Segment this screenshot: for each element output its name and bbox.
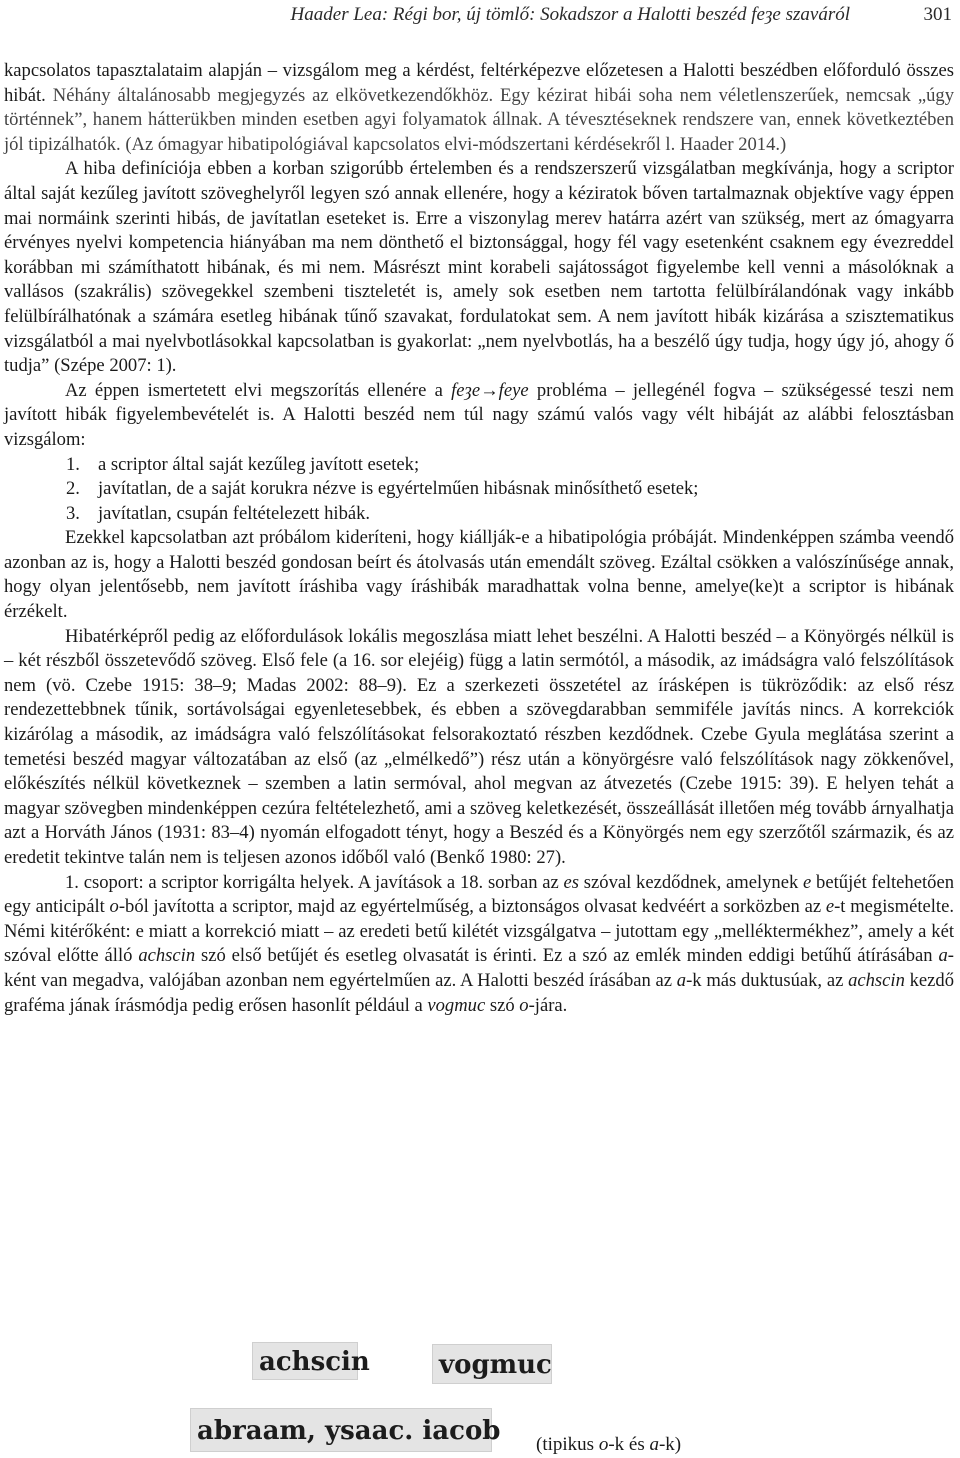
paragraph-group-1 bbox=[4, 871, 954, 1019]
italic-word: vogmuc bbox=[427, 994, 486, 1016]
italic-letter: e bbox=[825, 896, 835, 918]
text-run: szó bbox=[485, 994, 520, 1016]
text-run: -ból javította a scriptor, majd az egyértelműség, a biztonságos olvasat kedvéért a sorközben az bbox=[118, 896, 826, 918]
caption-text: (tipikus bbox=[536, 1434, 599, 1455]
italic-letter: o bbox=[519, 994, 529, 1016]
paragraph-error-map: Hibatérképről pedig az előfordulások lokális megoszlása miatt lehet beszélni. A Halotti beszéd – a Könyörgés nélkül is – két részből összetevődő szöveg. Első fele (a 16. sor elejéig) függ a latin sermótól, a második, az imádságra való felszólítások nem (vö. Czebe 1915: 38–9; Madas 2002: 88–9). Ez a szerkezeti összetétel az írásképen is tükröződik: az első rész rendezettebbnek tűnik, sortávolságai egyenletesebbek, és ebben a szövegdarabban semmiféle javítás nincs. A korrekciók kizárólag a második, az imádságra való felszólításokat felsorakoztató részben kezdődnek. Czebe Gyula meglátása szerint a temetési beszéd magyar változatában az első (az „elmélkedő”) rész után a könyörgésre való felszólítások nagy zökkenővel, előkészítés nélkül következnek – szemben a latin sermóval, ahol megvan az átvezetés (Czebe 1915: 39). E helyen tehát a magyar szövegben mindenképpen cezúra feltételezhető, ami a szöveg keletkezését, összeállását illetően még tovább árnyalhatja azt a Horváth János (1931: 83–4) nyomán elfogadott tényt, hogy a Beszéd és a Könyörgés nem egy szerzőtől származik, és az eredetit tekintve talán nem is teljesen azonos időből való (Benkő 1980: 27). bbox=[4, 625, 954, 868]
figure-caption bbox=[536, 1434, 681, 1456]
italic-letter: o bbox=[109, 896, 119, 918]
manuscript-image-achscin bbox=[252, 1342, 370, 1380]
caption-letter: a bbox=[649, 1434, 659, 1455]
list-text: javítatlan, de a saját korukra nézve is egyértelműen hibásnak minősíthető esetek; bbox=[98, 478, 699, 500]
list-text: javítatlan, csupán feltételezett hibák. bbox=[98, 502, 371, 524]
italic-word: es bbox=[563, 871, 580, 893]
text-run: -jára. bbox=[528, 994, 568, 1016]
italic-word: achscin bbox=[138, 945, 196, 967]
manuscript-word-text: abraam, ysaac. iacob bbox=[197, 1416, 501, 1446]
list-item bbox=[4, 453, 954, 478]
text-run: szóval kezdődnek, amelynek bbox=[579, 871, 804, 893]
italic-letter: a bbox=[676, 969, 687, 991]
list-number: 3. bbox=[66, 502, 80, 524]
caption-text: -k) bbox=[658, 1434, 682, 1455]
paragraph-definition: A hiba definíciója ebben a korban szigorúbb értelemben és a rendszerszerű vizsgálatban megkívánja, hogy a scriptor által saját kezűleg javított szöveghelyről legyen szó annak ellenére, hogy a kéziratok bőven tartalmaznak objektíve vagy éppen mai normáink szerinti hibás, de javítatlan eseteket is. Erre a viszonylag merev határra azért van szükség, mert az ómagyarra érvényes nyelvi kompetencia hiányában ma nem dönthető el biztonsággal, hogy fél vagy esetenként csaknem egy évezreddel korábban mi számíthatott hibának, és mi nem. Másrészt mint korabeli sajátosságot figyelembe kell venni a másolóknak a vallásos (szakrális) szövegekkel szembeni tiszteletét is, amely sok esetben nem tartotta felülbírálandónak vagy inkább felülbírálhatónak a számára esetleg hibának tűnő szavakat, fordulatokat sem. A nem javított hibák kizárása a szisztematikus vizsgálatból a mai nyelvbotlásokkal kapcsolatban is gyakorlat: „nem nyelvbotlás, ha a beszélő úgy tudja, hogy úgy jó, ahogy ő tudja” (Szépe 2007: 1). bbox=[4, 158, 954, 377]
list-number: 2. bbox=[66, 478, 80, 500]
caption-text: -k és bbox=[608, 1434, 650, 1455]
intro-remarks: Néhány általánosabb megjegyzés az elkövetkezendőkhöz. Egy kézirat hibái soha nem véletlenszerűek, nemcsak „úgy történnek”, hanem hátterükben minden esetben agyi folyamatok állnak. A tévesztéseknek rendszere van, ennek következtében jól tipizálhatók. (Az ómagyar hibatipológiával kapcsolatos elvi-módszertani kérdésekről l. Haader 2014.) bbox=[4, 84, 954, 155]
paragraph-intro bbox=[4, 59, 954, 157]
manuscript-word-text: vogmuc bbox=[439, 1350, 552, 1380]
text-run: -ként van megadva, valójában azonban nem egyértelműen az. A Halotti beszéd írásában az bbox=[4, 945, 954, 991]
error-category-list bbox=[4, 453, 954, 527]
manuscript-word-text: achscin bbox=[259, 1347, 370, 1377]
intro-sentence: kapcsolatos tapasztalataim alapján – vizsgálom meg a kérdést, feltérképezve előzetesen a Halotti beszédben előforduló összes hibát. bbox=[4, 60, 954, 106]
italic-letter: e bbox=[803, 871, 812, 893]
article-body bbox=[4, 59, 954, 1018]
manuscript-word-abraam bbox=[191, 1409, 501, 1451]
list-text: a scriptor által saját kezűleg javított esetek; bbox=[98, 453, 420, 475]
paragraph-typology: Ezekkel kapcsolatban azt próbálom kideríteni, hogy kiállják-e a hibatipológia próbáját. Mindenképpen számba veendő azonban az is, hogy a Halotti beszéd gondosan beírt és átolvasás után emendált szöveg. Ezáltal csökken a valószínűsége annak, hogy olyan jelentősebb, nem javított íráshiba vagy íráshibák maradhattak volna benne, amelye(ke)t a scriptor is hibának érzékelt. bbox=[4, 527, 954, 623]
caption-letter: o bbox=[598, 1434, 609, 1455]
running-head: Haader Lea: Régi bor, új tömlő: Sokadszor a Halotti beszéd feȝe szaváról bbox=[290, 4, 850, 25]
manuscript-image-abraam bbox=[190, 1408, 501, 1452]
paragraph-restriction bbox=[4, 379, 954, 453]
text-run: kezdő graféma jának írásmódja pedig erősen hasonlít például a bbox=[4, 969, 955, 1016]
italic-letter: a bbox=[938, 945, 948, 967]
text-run: probléma – jellegénél fogva – szükségessé teszi nem javított hibák figyelembevételét is. A Halotti beszéd nem túl nagy számú valós vagy vélt hibáját az alábbi felosztásban vizsgálom: bbox=[4, 379, 954, 450]
manuscript-word-vogmuc bbox=[433, 1345, 551, 1383]
text-run: Az éppen ismertetett elvi megszorítás ellenére a bbox=[65, 379, 452, 401]
manuscript-image-vogmuc bbox=[432, 1344, 552, 1384]
text-run: -k más duktusúak, az bbox=[686, 969, 849, 991]
list-item bbox=[4, 502, 954, 527]
list-item bbox=[4, 477, 954, 502]
text-run: 1. csoport: a scriptor korrigálta helyek. A javítások a 18. sorban az bbox=[65, 871, 564, 893]
text-run: szó első betűjét és esetleg olvasatát is érinti. Ez a szó az emlék minden eddigi betűhű átírásában bbox=[195, 945, 939, 967]
manuscript-figures bbox=[0, 1332, 960, 1458]
text-run: betűjét feltehetően egy anticipált bbox=[4, 871, 954, 918]
list-number: 1. bbox=[66, 453, 80, 475]
text-run: -t megismételte. Némi kitérőként: e miatt a korrekció miatt – az eredeti betű kilétét vizsgálgatva – jutottam egy „melléktermékhez”, amely a két szóval előtte álló bbox=[4, 896, 954, 967]
page-number: 301 bbox=[923, 4, 952, 25]
manuscript-word-achscin bbox=[253, 1343, 370, 1379]
term-feze-feye: feȝe→feye bbox=[451, 379, 529, 401]
italic-word: achscin bbox=[848, 969, 905, 991]
page-header bbox=[0, 2, 960, 30]
